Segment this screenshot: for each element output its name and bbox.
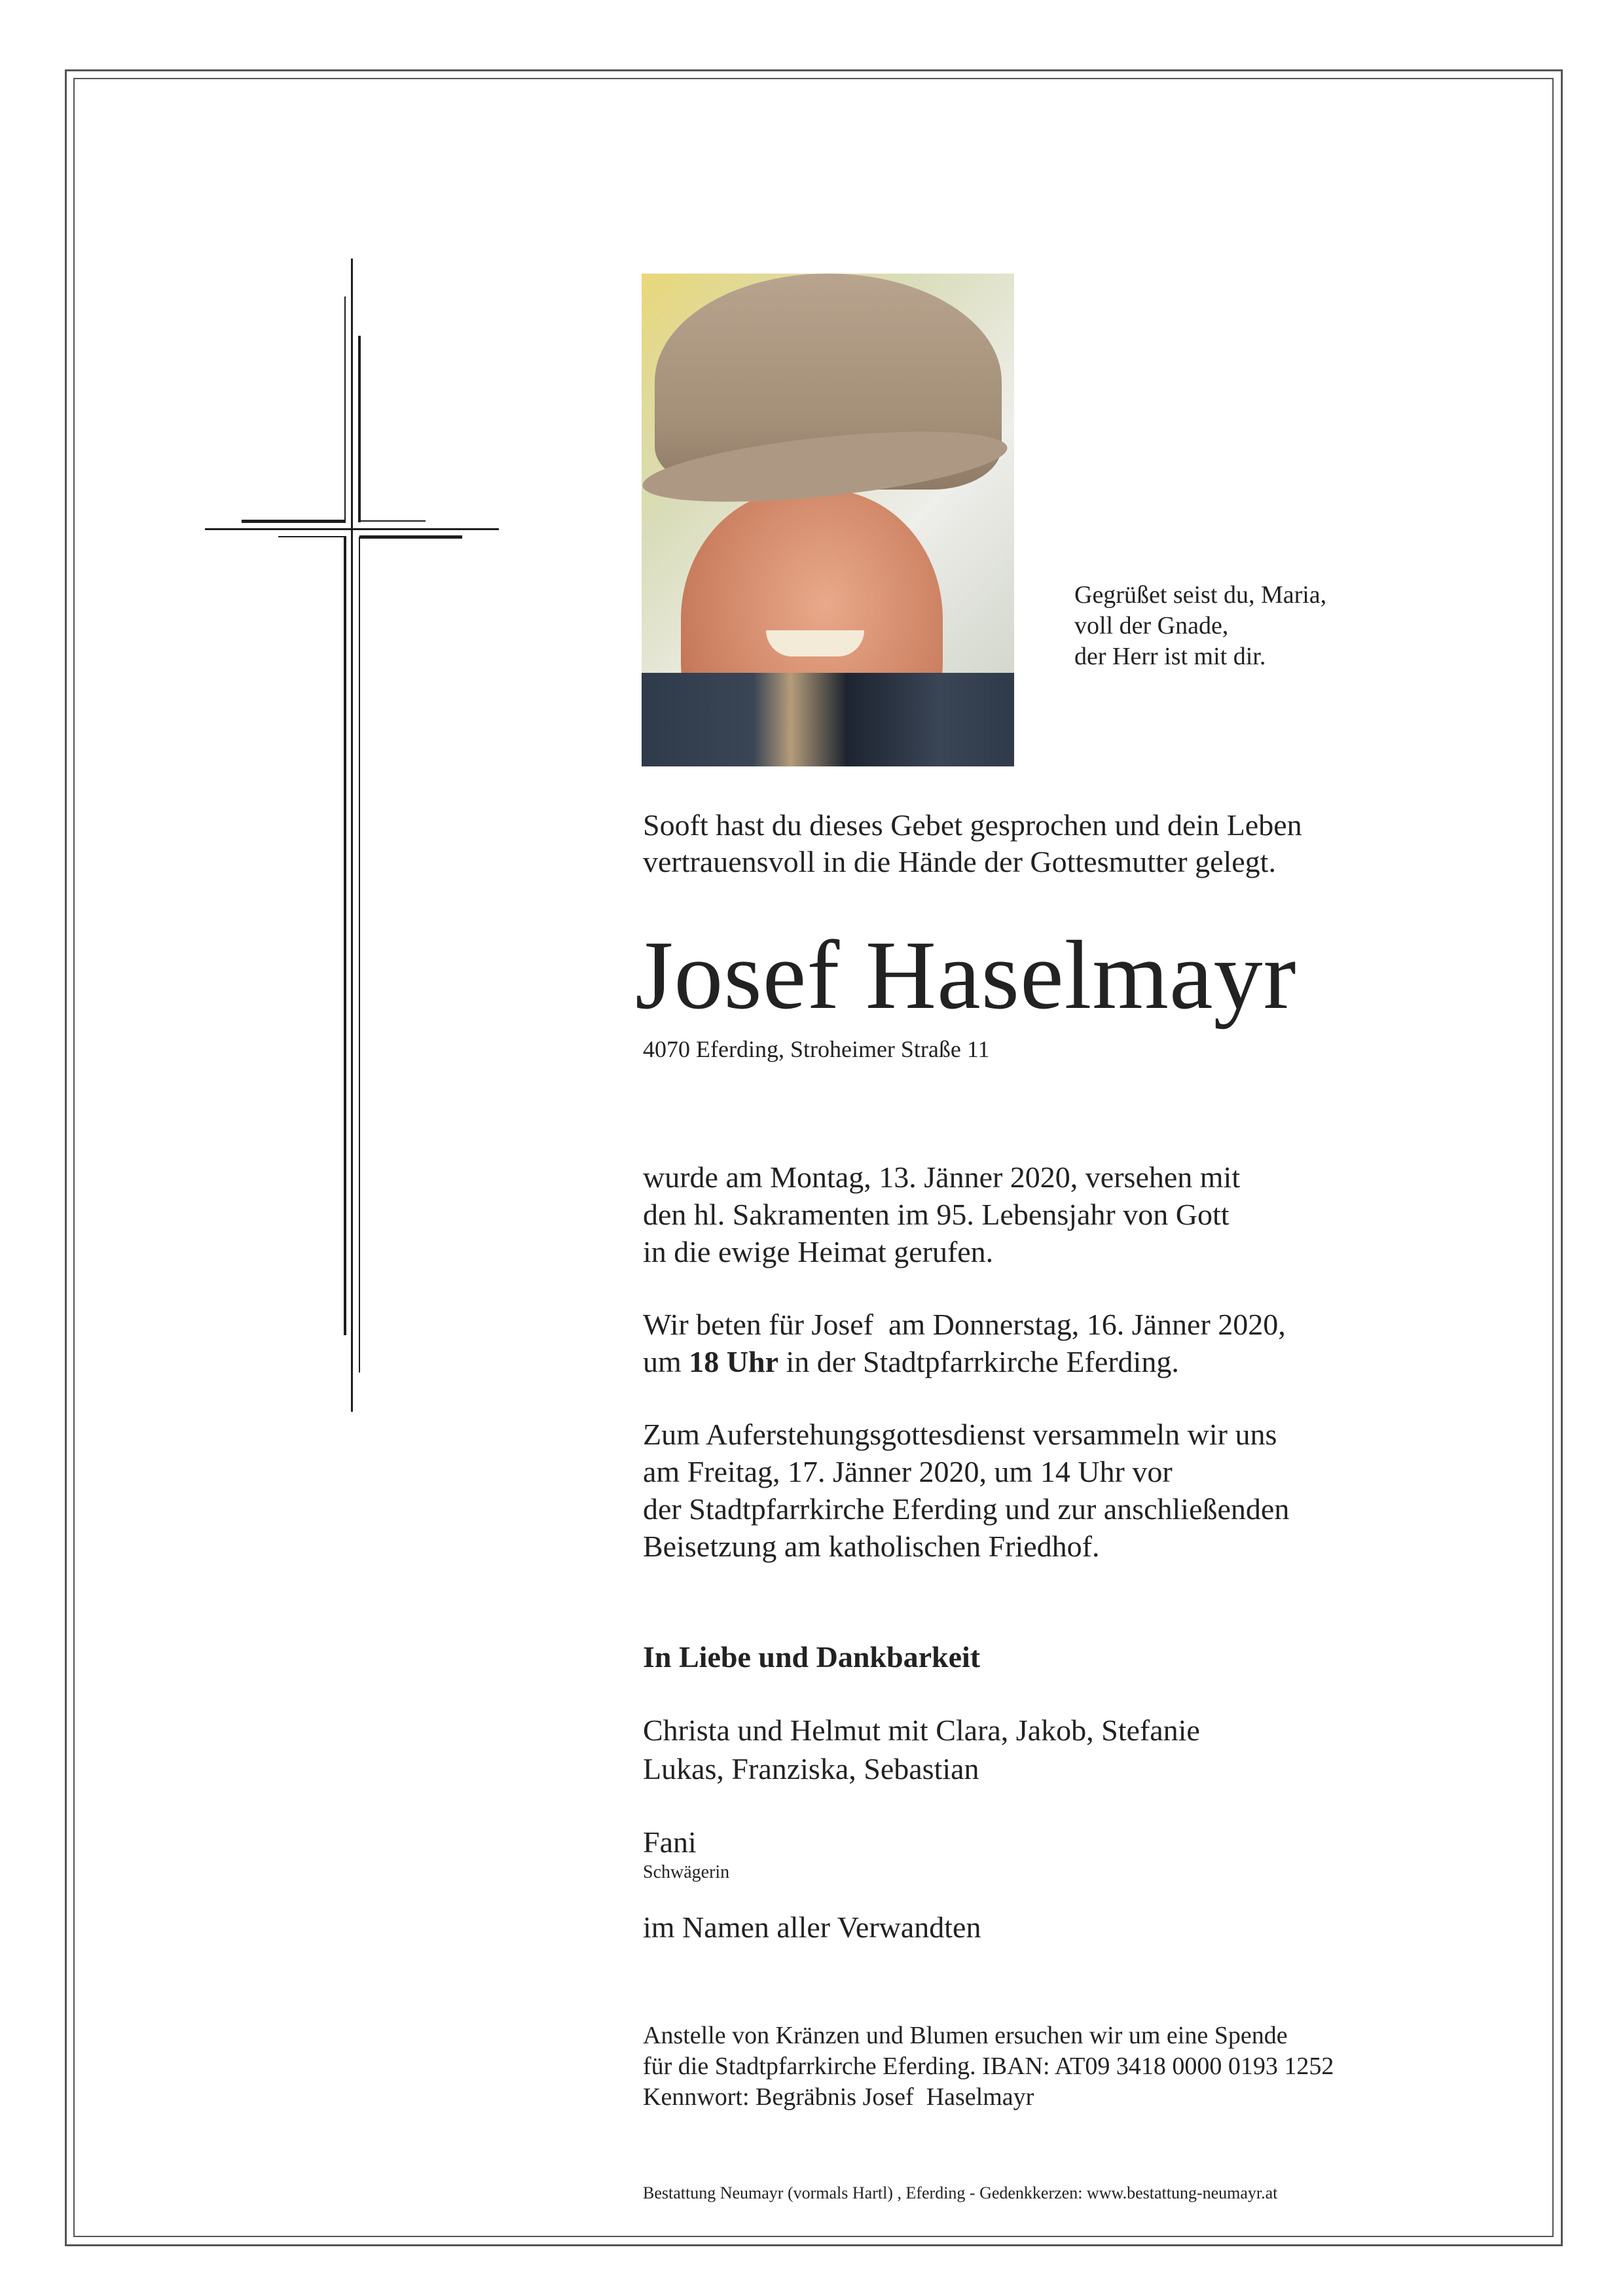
prayer-service xyxy=(643,1306,1286,1380)
cross-line xyxy=(359,537,360,1372)
prayer-time: 18 Uhr xyxy=(689,1345,779,1378)
cross-line xyxy=(242,520,346,523)
donation-request xyxy=(643,2020,1334,2113)
mourners-closing: im Namen aller Verwandten xyxy=(643,1910,981,1944)
footer-funeral-home: Bestattung Neumayr (vormals Hartl) , Eferding - Gedenkkerzen: www.bestattung-neumayr.at xyxy=(643,2183,1278,2202)
prayer-line: Wir beten für Josef am Donnerstag, 16. Jänner 2020, xyxy=(643,1308,1286,1341)
funeral-info xyxy=(643,1416,1289,1565)
mourners-family xyxy=(643,1711,1200,1788)
cross-line xyxy=(358,336,361,522)
mourners-heading: In Liebe und Dankbarkeit xyxy=(643,1640,981,1674)
donation-line: für die Stadtpfarrkirche Eferding. IBAN: AT09 3418 0000 0193 1252 xyxy=(643,2053,1334,2080)
mourner-relation: Schwägerin xyxy=(643,1862,730,1882)
cross-line xyxy=(344,296,346,522)
intro-line: vertrauensvoll in die Hände der Gottesmutter gelegt. xyxy=(643,845,1276,878)
notice-line: wurde am Montag, 13. Jänner 2020, versehen mit xyxy=(643,1160,1241,1194)
prayer-text: in der Stadtpfarrkirche Eferding. xyxy=(778,1345,1179,1378)
prayer-text: um xyxy=(643,1345,689,1378)
photo-clothing xyxy=(642,673,1014,766)
funeral-line: Beisetzung am katholischen Friedhof. xyxy=(643,1530,1100,1563)
donation-line: Kennwort: Begräbnis Josef Haselmayr xyxy=(643,2083,1034,2111)
mourner-fani: Fani xyxy=(643,1825,697,1859)
deceased-address: 4070 Eferding, Stroheimer Straße 11 xyxy=(643,1036,990,1062)
prayer-line xyxy=(643,1343,1286,1380)
notice-line: den hl. Sakramenten im 95. Lebensjahr von Gott xyxy=(643,1198,1230,1231)
cross-line xyxy=(359,535,462,539)
cross-line xyxy=(351,259,353,1412)
quote-line: der Herr ist mit dir. xyxy=(1074,643,1266,670)
funeral-line: am Freitag, 17. Jänner 2020, um 14 Uhr vor xyxy=(643,1455,1173,1488)
photo-smile xyxy=(766,630,864,656)
cross-line xyxy=(278,536,345,537)
portrait-photo xyxy=(642,274,1014,766)
quote-line: Gegrüßet seist du, Maria, xyxy=(1074,581,1327,609)
cross-line xyxy=(344,536,346,1335)
deceased-name: Josef Haselmayr xyxy=(635,921,1297,1030)
prayer-quote xyxy=(1074,580,1326,672)
funeral-line: der Stadtpfarrkirche Eferding und zur anschließenden xyxy=(643,1492,1290,1526)
family-line: Lukas, Franziska, Sebastian xyxy=(643,1752,979,1785)
death-notice xyxy=(643,1158,1240,1270)
intro-line: Sooft hast du dieses Gebet gesprochen und dein Leben xyxy=(643,808,1302,842)
family-line: Christa und Helmut mit Clara, Jakob, Stefanie xyxy=(643,1713,1200,1747)
cross-line xyxy=(205,528,499,530)
quote-line: voll der Gnade, xyxy=(1074,612,1229,639)
donation-line: Anstelle von Kränzen und Blumen ersuchen wir um eine Spende xyxy=(643,2022,1288,2049)
intro-text xyxy=(643,807,1302,880)
notice-line: in die ewige Heimat gerufen. xyxy=(643,1235,994,1268)
cross-line xyxy=(359,520,426,522)
funeral-line: Zum Auferstehungsgottesdienst versammeln wir uns xyxy=(643,1418,1277,1451)
